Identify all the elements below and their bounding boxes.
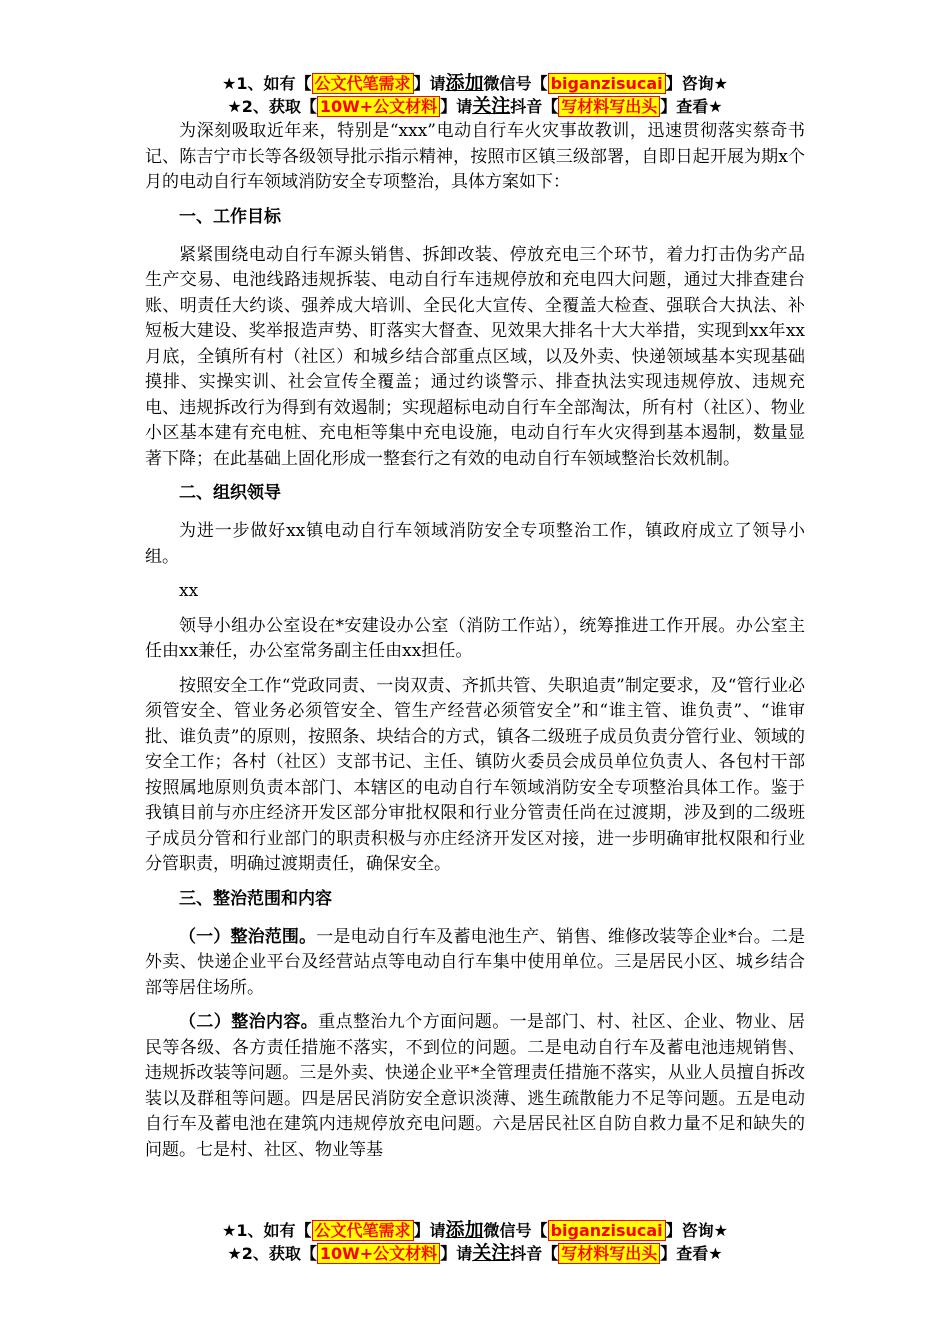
promo-line-2: ★2、获取【 10W+公文材料 】请关注抖音【 写材料写出头 】查看★ bbox=[227, 1242, 723, 1264]
leadership-paragraph-1: 为进一步做好xx镇电动自行车领域消防安全专项整治工作，镇政府成立了领导小组。 bbox=[145, 521, 805, 567]
highlight-wechat-id: biganzisucai bbox=[548, 1220, 666, 1241]
scope-paragraph-2: （二）整治内容。重点整治九个方面问题。一是部门、村、社区、企业、物业、居民等各级、各方责任措施不落实，不到位的问题。二是电动自行车及蓄电池违规销售、违规拆改装等问题。三是外卖、快递企业平*全管理责任措施不落实，从业人员擅自拆改装以及群租等问题。四是居民消防安全意识淡薄、逃生疏散能力不足等问题。五是电动自行车及蓄电池在建筑内违规停放充电问题。六是居民社区自防自救力量不足和缺失的问题。七是村、社区、物业等基 bbox=[145, 1012, 806, 1160]
section-heading-goals: 一、工作目标 bbox=[179, 206, 281, 227]
leadership-paragraph-3: 领导小组办公室设在*安建设办公室（消防工作站），统筹推进工作开展。办公室主任由xx兼任，办公室常务副主任由xx担任。 bbox=[145, 615, 805, 661]
scope-lead-2: （二）整治内容。 bbox=[179, 1012, 319, 1032]
highlight-materials: 10W+公文材料 bbox=[317, 1243, 440, 1264]
highlight-ghostwriting: 公文代笔需求 bbox=[312, 73, 414, 94]
promo-banner-top bbox=[145, 72, 805, 118]
leadership-paragraph-2: xx bbox=[179, 581, 199, 601]
highlight-douyin: 写材料写出头 bbox=[558, 96, 660, 117]
highlight-douyin: 写材料写出头 bbox=[558, 1243, 660, 1264]
goals-paragraph: 紧紧围绕电动自行车源头销售、拆卸改装、停放充电三个环节，着力打击伪劣产品生产交易、电池线路违规拆装、电动自行车违规停放和充电四大问题，通过大排查建台账、明责任大约谈、强养成大培训、全民化大宣传、全覆盖大检查、强联合大执法、补短板大建设、奖举报造声势、盯落实大督查、见效果大排名十大大举措，实现到xx年xx月底，全镇所有村（社区）和城乡结合部重点区域，以及外卖、快递领域基本实现基础摸排、实操实训、社会宣传全覆盖；通过约谈警示、排查执法实现违规停放、违规充电、违规拆改行为得到有效遏制；实现超标电动自行车全部淘汰，所有村（社区）、物业小区基本建有充电桩、充电柜等集中充电设施，电动自行车火灾得到基本遏制，数量显著下降；在此基础上固化形成一整套行之有效的电动自行车领域整治长效机制。 bbox=[145, 244, 805, 469]
leadership-paragraph-4: 按照安全工作“党政同责、一岗双责、齐抓共管、失职追责”制定要求，及“管行业必须管安全、管业务必须管安全、管生产经营必须管安全”和“谁主管、谁负责”、“谁审批、谁负责”的原则，按照条、块结合的方式，镇各二级班子成员负责分管行业、领域的安全工作；各村（社区）支部书记、主任、镇防火委员会成员单位负责人、各包村干部按照属地原则负责本部门、本辖区的电动自行车领域消防安全专项整治具体工作。鉴于我镇目前与亦庄经济开发区部分审批权限和行业分管责任尚在过渡期，涉及到的二级班子成员分管和行业部门的职责积极与亦庄经济开发区对接，进一步明确审批权限和行业分管职责，明确过渡期责任，确保安全。 bbox=[145, 675, 805, 874]
promo-line-2: ★2、获取【 10W+公文材料 】请关注抖音【 写材料写出头 】查看★ bbox=[227, 95, 723, 117]
highlight-materials: 10W+公文材料 bbox=[317, 96, 440, 117]
document-body bbox=[145, 119, 805, 1172]
scope-lead-1: （一）整治范围。 bbox=[179, 926, 317, 947]
promo-line-1: ★1、如有【 公文代笔需求 】请添加微信号【 biganzisucai 】咨询★ bbox=[222, 72, 728, 94]
section-heading-leadership: 二、组织领导 bbox=[179, 483, 281, 503]
highlight-ghostwriting: 公文代笔需求 bbox=[312, 1220, 414, 1241]
section-heading-scope: 三、整治范围和内容 bbox=[179, 888, 332, 909]
promo-banner-bottom bbox=[145, 1219, 805, 1265]
scope-paragraph-1: （一）整治范围。一是电动自行车及蓄电池生产、销售、维修改装等企业*台。二是外卖、快递企业平台及经营站点等电动自行车集中使用单位。三是居民小区、城乡结合部等居住场所。 bbox=[145, 926, 806, 998]
intro-paragraph: 为深刻吸取近年来，特别是“xxx”电动自行车火灾事故教训，迅速贯彻落实蔡奇书记、陈吉宁市长等各级领导批示指示精神，按照市区镇三级部署，自即日起开展为期x个月的电动自行车领域消防安全专项整治，具体方案如下： bbox=[145, 121, 805, 192]
highlight-wechat-id: biganzisucai bbox=[548, 73, 666, 94]
promo-line-1: ★1、如有【 公文代笔需求 】请添加微信号【 biganzisucai 】咨询★ bbox=[222, 1219, 728, 1241]
